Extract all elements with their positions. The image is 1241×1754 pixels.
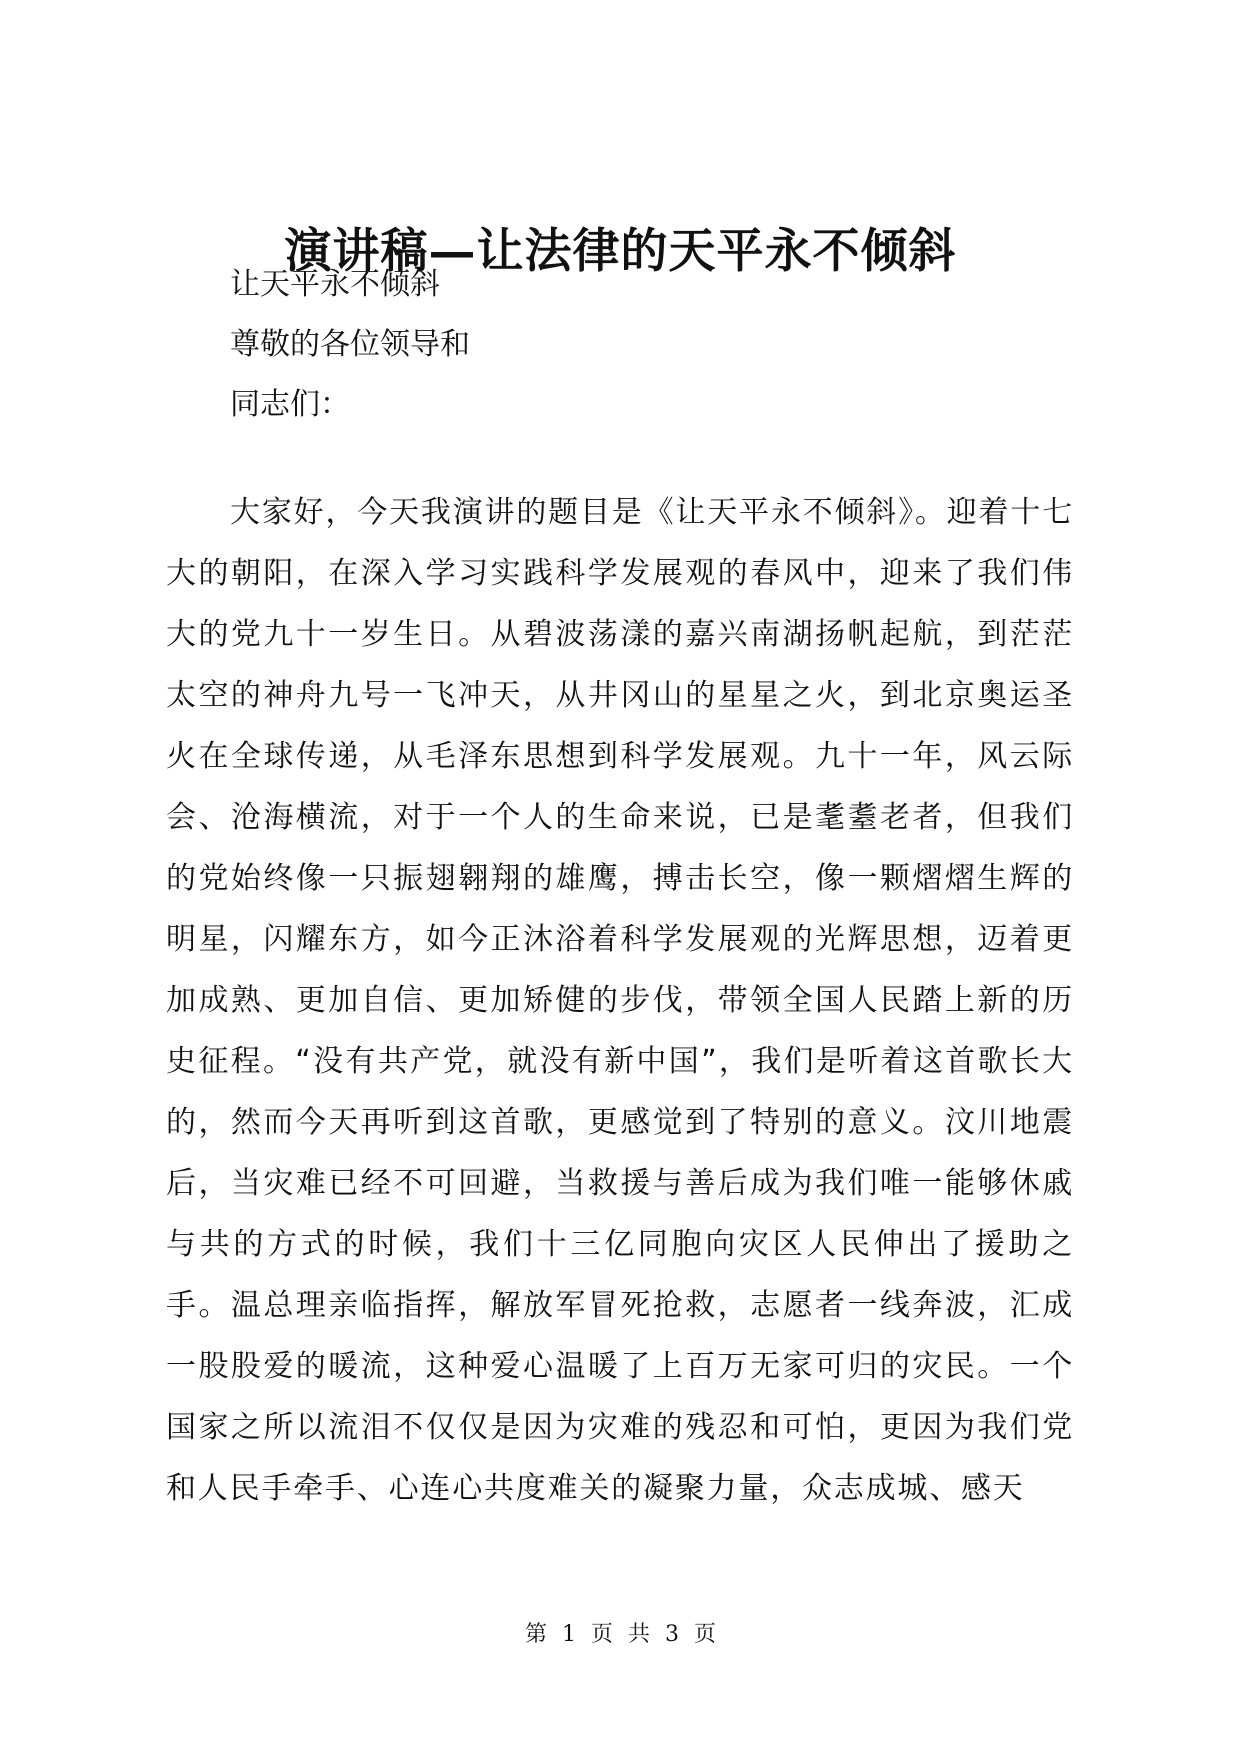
document-title: 演讲稿—让法律的天平永不倾斜 — [284, 224, 957, 279]
page-footer: 第 1 页 共 3 页 — [525, 1622, 716, 1647]
salutation-line-1: 尊敬的各位领导和 — [230, 327, 470, 362]
salutation-line-2: 同志们： — [230, 387, 350, 422]
body-paragraph: 大家好，今天我演讲的题目是《让天平永不倾斜》。迎着十七大的朝阳，在深入学习实践科学发展观的春风中，迎来了我们伟大的党九十一岁生日。从碧波荡漾的嘉兴南湖扬帆起航，到茫茫太空的神舟九号一飞冲天，从井冈山的星星之火，到北京奥运圣火在全球传递，从毛泽东思想到科学发展观。九十一年，风云际会、沧海横流，对于一个人的生命来说，已是耄耋老者，但我们的党始终像一只振翅翱翔的雄鹰，搏击长空，像一颗熠熠生辉的明星，闪耀东方，如今正沐浴着科学发展观的光辉思想，迈着更加成熟、更加自信、更加矫健的步伐，带领全国人民踏上新的历史征程。“没有共产党，就没有新中国”，我们是听着这首歌长大的，然而今天再听到这首歌，更感觉到了特别的意义。汶川地震后，当灾难已经不可回避，当救援与善后成为我们唯一能够休戚与共的方式的时候，我们十三亿同胞向灾区人民伸出了援助之手。温总理亲临指挥，解放军冒死抢救，志愿者一线奔波，汇成一股股爱的暖流，这种爱心温暖了上百万无家可归的灾民。一个国家之所以流泪不仅仅是因为灾难的残忍和可怕，更因为我们党和人民手牵手、心连心共度难关的凝聚力量，众志成城、感天 — [166, 495, 1074, 1506]
speech-subtitle: 让天平永不倾斜 — [230, 267, 440, 302]
